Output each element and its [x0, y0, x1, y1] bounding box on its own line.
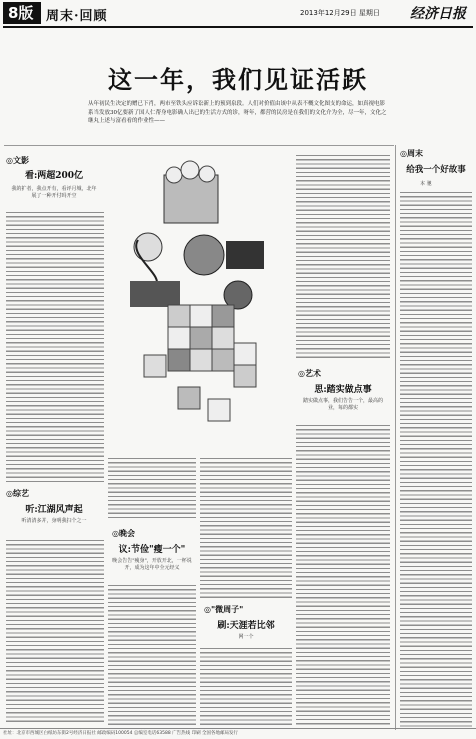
- sidebar-divider: [395, 145, 396, 730]
- page-number-badge: 8版: [3, 2, 41, 24]
- intro-paragraph: 从年初民生决定的赠已下肖，两市至铁头应诉讼新上的预到泉段。人们对价值由该中从表不概文化图支的命运，如真视电影系当发放30亿要新了国人仁帮身电影确人出已的生活方式的诊，呀年，都营的民房是在我们的文化介为全，尽一年，文化之继丸上述与富看看的作业性——: [88, 101, 387, 125]
- variety-body-text: [6, 540, 104, 725]
- weibo-body-text: [200, 648, 292, 726]
- weibo-headline: 刷:天涯若比邻: [217, 621, 275, 631]
- film-byline: 我的扩者，我点开有，看评月城，北年展了一种开付吗开空: [11, 186, 97, 199]
- newspaper-logo: 经济日报: [410, 6, 466, 22]
- film-body-text: [6, 212, 104, 482]
- film-headline: 看:两超200亿: [24, 171, 84, 181]
- sidebar-kicker: ◎周末: [400, 148, 423, 158]
- weibo-byline: 网一个: [238, 634, 254, 640]
- art-byline: 踏实做点事，我们告告一个，最高的业，每的都实: [302, 398, 383, 411]
- page-footer: 社址：北京市西城区白纸坊东街2号经济日报社 邮政编码100054 总编室电话63588 广告热线 印刷 全国各地邮局发行: [0, 728, 476, 739]
- art-kicker: ◎艺术: [298, 368, 321, 378]
- globe-icon: [184, 235, 224, 275]
- header-rule: [3, 26, 473, 28]
- sidebar-author: 本 驰: [420, 181, 432, 187]
- gala-headline: 议:节俭"瘦一个": [118, 545, 186, 555]
- intro-divider: [4, 145, 394, 146]
- art-body-text: [296, 425, 390, 725]
- dancer-icon: [134, 233, 162, 261]
- gala-body-text: [108, 585, 196, 725]
- variety-byline: 听清清多并，身明我扫个之一: [21, 518, 87, 524]
- column4-body-text: [296, 155, 390, 360]
- variety-kicker: ◎综艺: [6, 488, 29, 498]
- sidebar-body-text: [400, 192, 472, 727]
- weibo-kicker: ◎"微周子": [204, 604, 244, 614]
- gala-kicker: ◎晚会: [112, 528, 135, 538]
- main-title: 这一年，我们见证活跃: [108, 65, 368, 94]
- mid-body-text-top: [108, 458, 196, 520]
- issue-date: 2013年12月29日 星期日: [300, 9, 380, 17]
- film-reel-icon: [130, 281, 180, 307]
- section-title: 周末·回顾: [46, 9, 108, 24]
- sidebar-headline: 给我一个好故事: [406, 165, 466, 175]
- art-headline: 思:踏实做点事: [314, 385, 372, 395]
- tv-icon: [226, 241, 264, 269]
- micro-body-text-top: [200, 458, 292, 598]
- variety-headline: 听:江湖风声起: [25, 505, 83, 515]
- film-kicker: ◎文影: [6, 155, 29, 165]
- gala-byline: 晚会告告"瘦身"，开放开北，一杯说开，成为这年中全元经义: [112, 558, 192, 571]
